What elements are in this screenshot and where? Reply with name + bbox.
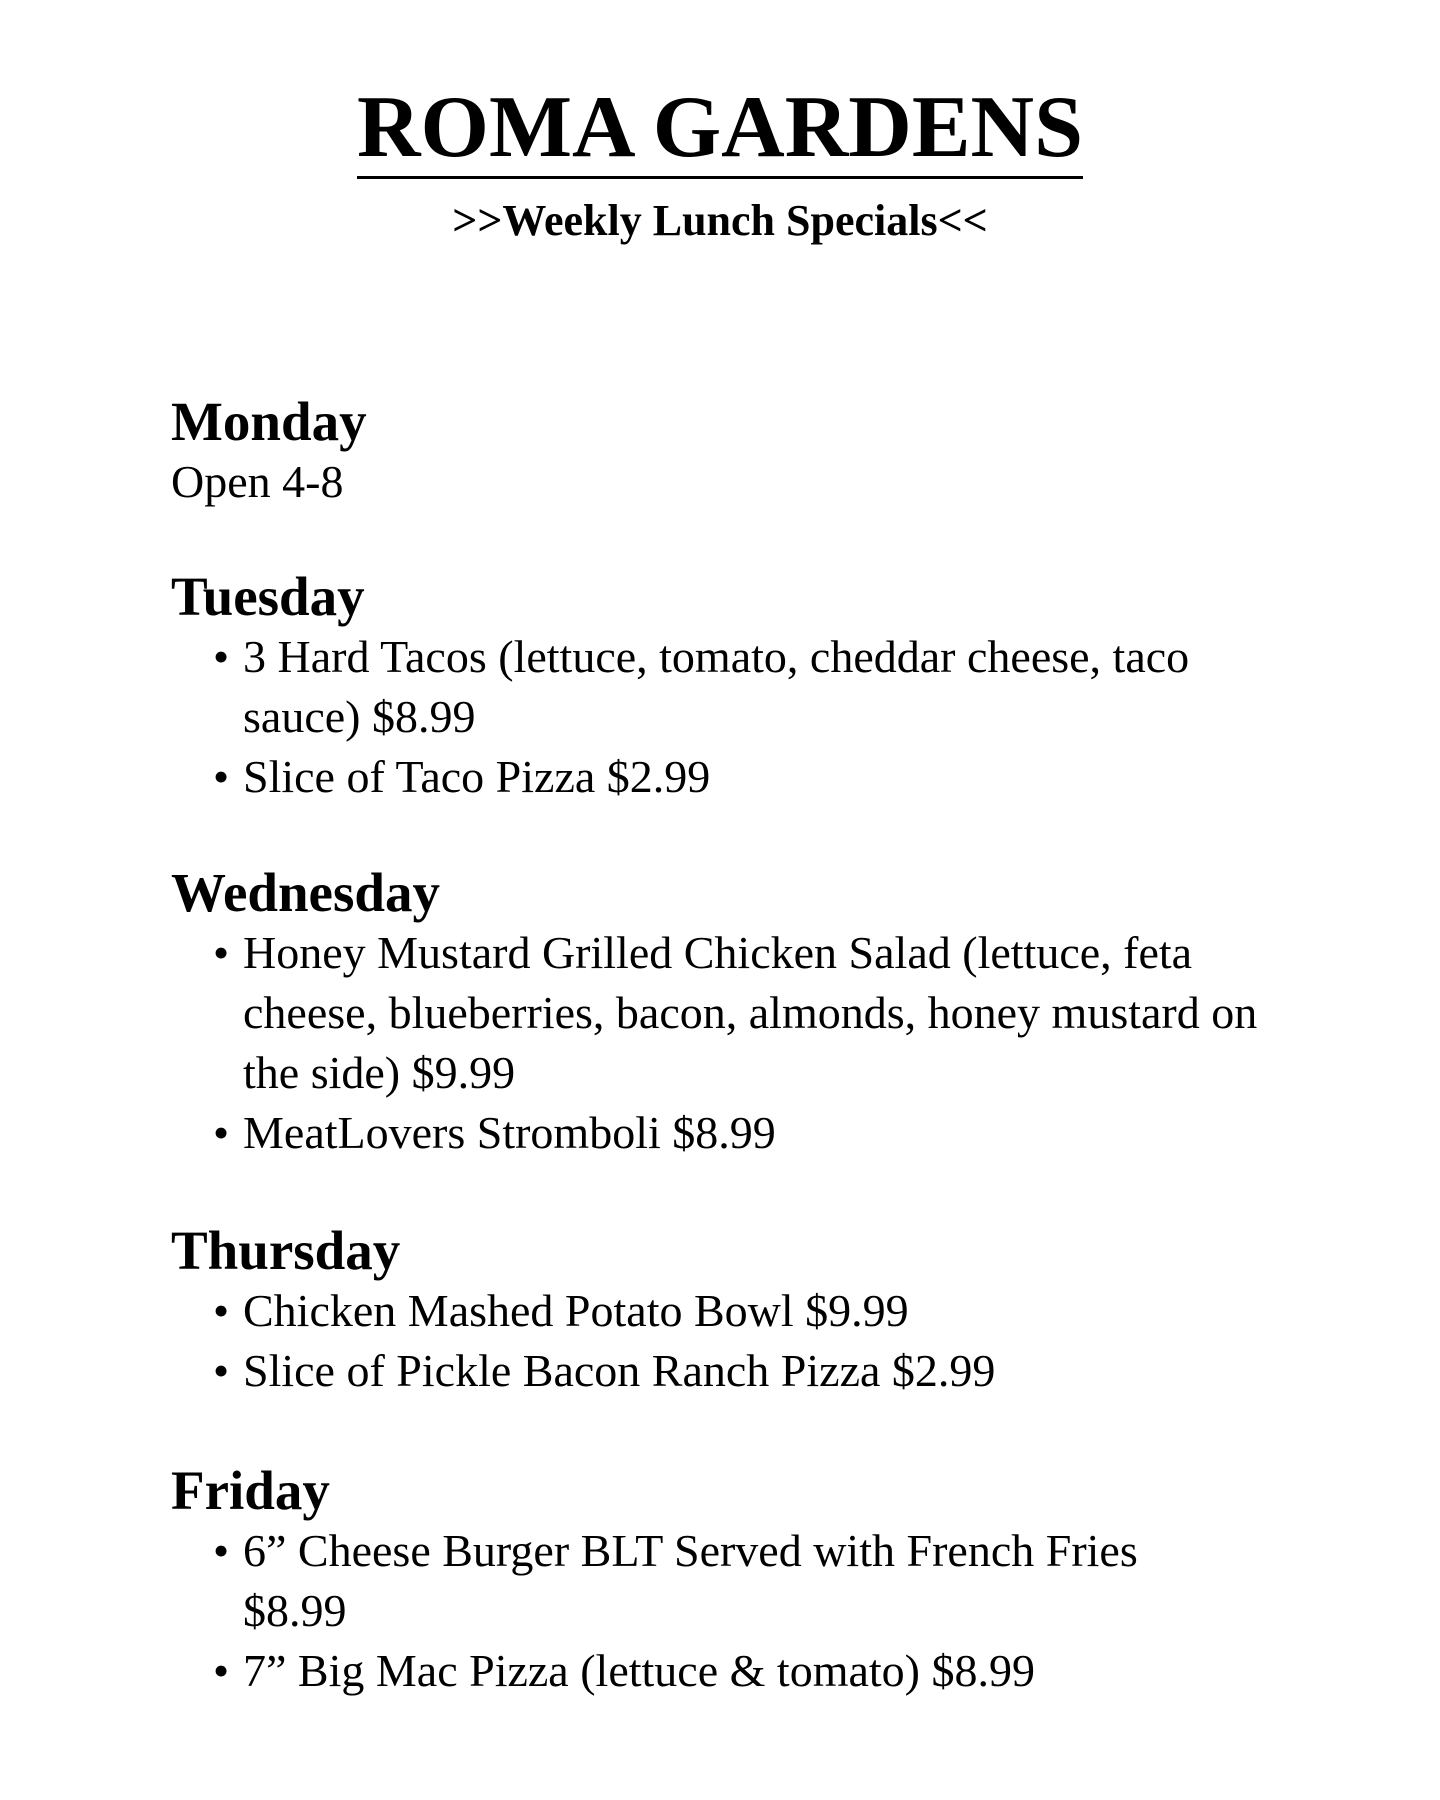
special-item-text: Slice of Pickle Bacon Ranch Pizza $2.99 [243, 1345, 996, 1396]
special-item [171, 1341, 1311, 1401]
special-item-text: 6” Cheese Burger BLT Served with French Fries $8.99 [243, 1525, 1138, 1636]
bullet-icon: • [213, 927, 230, 978]
weekly-specials [171, 392, 1311, 1701]
special-item [171, 1281, 1311, 1341]
special-item-text: Chicken Mashed Potato Bowl $9.99 [243, 1285, 909, 1336]
day-heading: Thursday [171, 1220, 401, 1281]
bullet-icon: • [213, 1525, 230, 1576]
special-item-text: 7” Big Mac Pizza (lettuce & tomato) $8.99 [243, 1645, 1035, 1696]
day-monday [171, 392, 1311, 512]
day-heading: Friday [171, 1460, 330, 1521]
special-list [171, 923, 1311, 1163]
special-item [171, 747, 1311, 807]
bullet-icon: • [213, 1345, 230, 1396]
special-item [171, 923, 1311, 1103]
bullet-icon: • [213, 1645, 230, 1696]
special-item [171, 627, 1311, 747]
menu-subtitle: >>Weekly Lunch Specials<< [452, 196, 988, 245]
bullet-icon: • [213, 1285, 230, 1336]
day-heading: Tuesday [171, 566, 365, 627]
bullet-icon: • [213, 751, 230, 802]
special-list [171, 1281, 1311, 1401]
day-hours-note: Open 4-8 [171, 456, 344, 507]
special-item [171, 1641, 1311, 1701]
bullet-icon: • [213, 1107, 230, 1158]
menu-header [0, 79, 1440, 245]
special-list [171, 627, 1311, 807]
special-item-text: Slice of Taco Pizza $2.99 [243, 751, 711, 802]
day-heading: Wednesday [171, 862, 440, 923]
special-item-text: 3 Hard Tacos (lettuce, tomato, cheddar cheese, taco sauce) $8.99 [243, 631, 1190, 742]
bullet-icon: • [213, 631, 230, 682]
restaurant-title: ROMA GARDENS [357, 84, 1083, 179]
special-list [171, 1521, 1311, 1701]
special-item [171, 1521, 1311, 1641]
special-item [171, 1103, 1311, 1163]
special-item-text: MeatLovers Stromboli $8.99 [243, 1107, 776, 1158]
day-thursday [171, 1221, 1311, 1401]
day-tuesday [171, 567, 1311, 807]
special-item-text: Honey Mustard Grilled Chicken Salad (lettuce, feta cheese, blueberries, bacon, almonds, honey mustard on the side) $9.99 [243, 927, 1258, 1098]
day-friday [171, 1461, 1311, 1701]
day-wednesday [171, 863, 1311, 1163]
day-heading: Monday [171, 391, 367, 452]
